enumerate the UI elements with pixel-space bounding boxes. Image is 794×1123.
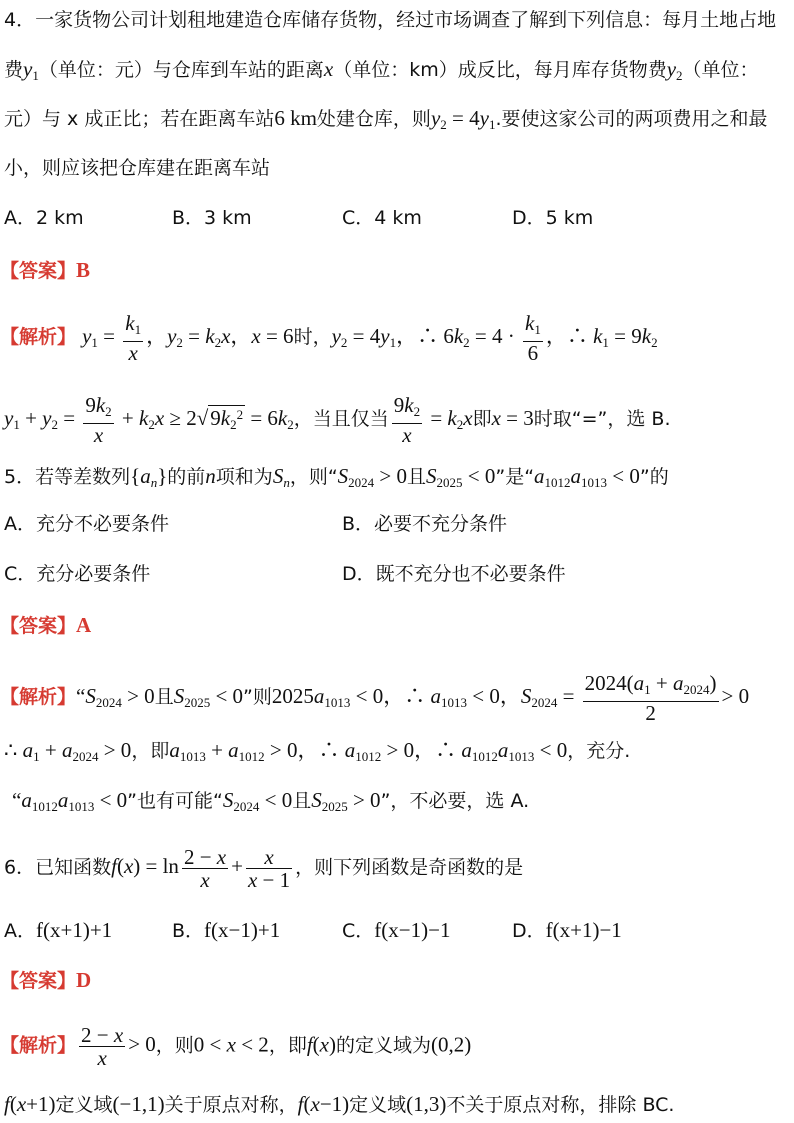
q5-option-a[interactable]: A．充分不必要条件 (4, 513, 169, 535)
q5-solution-line-1: 【解析】“$S_{2024} > 0$且$S_{2025} < 0$”则$2025a_{1013} < 0$，∴ $a_{1013} < 0$，$S_{2024}$ = $\frac{2024(a_1 + a_{2024})}{2}$ > 0 (0, 671, 750, 725)
q4-option-b[interactable]: B．3 km (172, 207, 252, 229)
q6-option-a[interactable]: A．f(x+1)+1 (4, 918, 113, 942)
q4-option-a[interactable]: A．2 km (4, 207, 84, 229)
q6-solution-line-2: f(x+1)定义域(−1,1)关于原点对称，f(x−1)定义域(1,3)不关于原点对称，排除 BC. (4, 1092, 675, 1116)
q4-line-3: 元）与 x 成正比；若在距离车站6 km处建仓库，则$y_2 = 4y_1$.要使这家公司的两项费用之和最 (4, 106, 768, 132)
q4-line-4: 小，则应该把仓库建在距离车站 (4, 157, 271, 179)
q5-line-1: 5．若等差数列$\{a_n\}$的前n项和为$S_n$，则“$S_{2024} > 0$且$S_{2025} < 0$”是“$a_{1012}a_{1013} < 0$”的 (4, 464, 669, 490)
q4-solution-line-1: 【解析】 $y_1$ = $\frac{k_1}{x}$ ，$y_2 = k_2x$，x = 6时，$y_2 = 4y_1$，∴ $6k_2 = 4$ · $\frac{k_1}{6}$ ，∴ $k_1 = 9k_2$ (0, 311, 658, 365)
q6-line-1: 6．已知函数f(x) = ln $\frac{2 - x}{x}$ + $\frac{x}{x - 1}$ ，则下列函数是奇函数的是 (4, 845, 524, 892)
q5-answer: 【答案】A (0, 613, 92, 637)
q6-solution-line-1: 【解析】 $\frac{2 - x}{x}$ > 0，则0 < x < 2，即f(x)的定义域为(0,2) (0, 1023, 472, 1070)
q4-option-d[interactable]: D．5 km (512, 207, 594, 229)
q4-line-1: 4．一家货物公司计划租地建造仓库储存货物，经过市场调查了解到下列信息：每月土地占地 (4, 9, 777, 31)
q4-option-c[interactable]: C．4 km (342, 207, 422, 229)
q5-solution-line-2: ∴ $a_1 + a_{2024} > 0$，即$a_{1013} + a_{1012} > 0$，∴ $a_{1012} > 0$，∴ $a_{1012}a_{1013} < 0$，充分. (4, 738, 631, 764)
q6-option-b[interactable]: B．f(x−1)+1 (172, 918, 281, 942)
q5-option-d[interactable]: D．既不充分也不必要条件 (342, 563, 566, 585)
q5-option-b[interactable]: B．必要不充分条件 (342, 513, 508, 535)
q6-option-d[interactable]: D．f(x+1)−1 (512, 918, 622, 942)
q5-solution-line-3: “$a_{1012}a_{1013} < 0$”也有可能“$S_{2024} < 0$且$S_{2025} > 0$”，不必要，选 A. (12, 788, 530, 814)
q4-solution-line-2: $y_1 + y_2$ = $\frac{9k_2}{x}$ + $k_2x \ge 2√9k_2^2 = 6k_2$，当且仅当 $\frac{9k_2}{x}$ = $k_2x$即x = 3时取“=”，选 B. (4, 393, 671, 447)
q4-line-2: 费$y_1$（单位：元）与仓库到车站的距离x（单位：km）成反比，每月库存货物费$y_2$（单位： (4, 57, 759, 83)
q6-option-c[interactable]: C．f(x−1)−1 (342, 918, 451, 942)
q4-answer: 【答案】B (0, 258, 91, 282)
q5-option-c[interactable]: C．充分必要条件 (4, 563, 151, 585)
q6-answer: 【答案】D (0, 968, 92, 992)
